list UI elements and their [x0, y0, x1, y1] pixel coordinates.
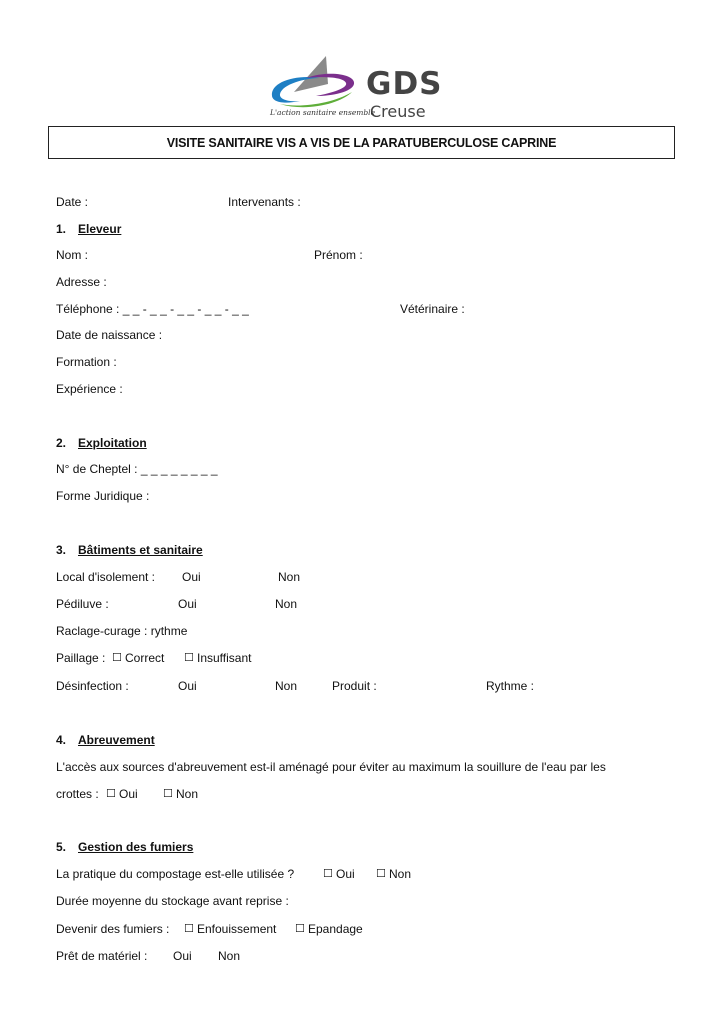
desinfection-non: Non [275, 679, 298, 693]
compostage-oui-checkbox[interactable]: ☐ [323, 867, 333, 880]
devenir-fumiers-label: Devenir des fumiers : [56, 922, 170, 936]
experience-label: Expérience : [56, 382, 123, 396]
gds-logo [266, 52, 466, 124]
section-3-heading [56, 543, 203, 557]
epandage-label: Epandage [308, 922, 363, 936]
section-title: Gestion des fumiers [78, 840, 194, 854]
local-isolement-non: Non [278, 570, 301, 584]
logo-brand: GDS [366, 66, 443, 102]
document-title [48, 126, 675, 159]
section-number: 2. [56, 436, 67, 450]
enfouissement-label: Enfouissement [197, 922, 277, 936]
local-isolement-label: Local d'isolement : [56, 570, 156, 584]
produit-label: Produit : [332, 679, 377, 693]
section-number: 3. [56, 543, 67, 557]
section-title: Abreuvement [78, 733, 155, 747]
compostage-non-label: Non [389, 867, 412, 881]
epandage-checkbox[interactable]: ☐ [295, 922, 305, 935]
compostage-question: La pratique du compostage est-elle utilisée ? [56, 867, 295, 881]
gds-swoosh-icon [266, 52, 366, 112]
adresse-label: Adresse : [56, 275, 107, 289]
cheptel-label: N° de Cheptel : _ _ _ _ _ _ _ _ [56, 462, 218, 476]
pediluve-non: Non [275, 597, 298, 611]
desinfection-label: Désinfection : [56, 679, 129, 693]
nom-label: Nom : [56, 248, 89, 262]
local-isolement-oui: Oui [182, 570, 201, 584]
section-1-heading [56, 222, 121, 236]
abreuvement-question: L'accès aux sources d'abreuvement est-il aménagé pour éviter au maximum la souillure de l'eau par les [56, 760, 606, 774]
duree-stockage-label: Durée moyenne du stockage avant reprise : [56, 894, 289, 908]
forme-juridique-label: Forme Juridique : [56, 489, 150, 503]
pret-materiel-label: Prêt de matériel : [56, 949, 148, 963]
desinfection-oui: Oui [178, 679, 197, 693]
enfouissement-checkbox[interactable]: ☐ [184, 922, 194, 935]
section-title: Exploitation [78, 436, 147, 450]
section-number: 5. [56, 840, 67, 854]
section-2-heading [56, 436, 147, 450]
section-5-heading [56, 840, 193, 854]
paillage-insuffisant-checkbox[interactable]: ☐ [184, 651, 194, 664]
pediluve-oui: Oui [178, 597, 197, 611]
section-title: Bâtiments et sanitaire [78, 543, 203, 557]
paillage-correct-checkbox[interactable]: ☐ [112, 651, 122, 664]
compostage-non-checkbox[interactable]: ☐ [376, 867, 386, 880]
abreuvement-oui-label: Oui [119, 787, 138, 801]
section-number: 4. [56, 733, 67, 747]
section-title: Eleveur [78, 222, 122, 236]
abreuvement-non-label: Non [176, 787, 199, 801]
section-4-heading [56, 733, 155, 747]
pediluve-label: Pédiluve : [56, 597, 109, 611]
pret-materiel-oui: Oui [173, 949, 192, 963]
abreuvement-non-checkbox[interactable]: ☐ [163, 787, 173, 800]
raclage-label: Raclage-curage : rythme [56, 624, 188, 638]
veterinaire-label: Vétérinaire : [400, 302, 465, 316]
paillage-insuffisant-label: Insuffisant [197, 651, 252, 665]
telephone-label: Téléphone : _ _ - _ _ - _ _ - _ _ - _ _ [56, 302, 249, 316]
rythme-label: Rythme : [486, 679, 535, 693]
date-label: Date : [56, 195, 89, 209]
paillage-label: Paillage : [56, 651, 106, 665]
pret-materiel-non: Non [218, 949, 241, 963]
formation-label: Formation : [56, 355, 117, 369]
paillage-correct-label: Correct [125, 651, 165, 665]
intervenants-label: Intervenants : [228, 195, 301, 209]
logo-tagline: L'action sanitaire ensemble [270, 108, 376, 117]
document-title-text: VISITE SANITAIRE VIS A VIS DE LA PARATUBERCULOSE CAPRINE [166, 135, 557, 150]
prenom-label: Prénom : [314, 248, 363, 262]
date-naissance-label: Date de naissance : [56, 328, 163, 342]
abreuvement-question-cont: crottes : [56, 787, 99, 801]
abreuvement-oui-checkbox[interactable]: ☐ [106, 787, 116, 800]
section-number: 1. [56, 222, 67, 236]
compostage-oui-label: Oui [336, 867, 355, 881]
logo-region: Creuse [370, 102, 426, 121]
